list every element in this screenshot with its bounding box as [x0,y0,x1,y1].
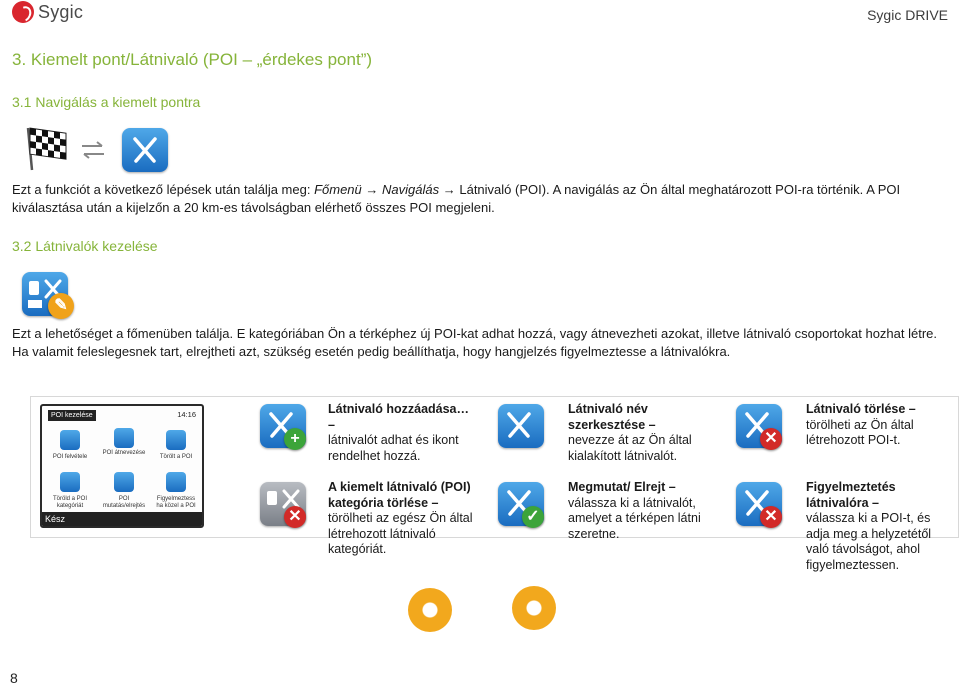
checkered-flag-icon [22,124,72,172]
mini-rename-icon [114,428,134,448]
wrench-icon: ✎ [48,293,74,319]
mini-add-icon [60,430,80,450]
mini-delete-icon [166,430,186,450]
manage-paragraph: Ezt a lehetőséget a főmenüben találja. E kategóriában Ön a térképhez új POI-kat adhat hozzá, vagy átnevezheti azokat, illetve látnivaló csoportokat hozhat létre. Ha valamit feleslegesnek tart, elrejtheti azt, szükség esetén pedig beállíthatja, hogy hangjelzés figyelmeztesse a látnivalókra. [12,326,938,359]
page-number: 8 [10,670,18,686]
navigation-paragraph: Ezt a funkciót a következő lépések után találja meg: Főmenü → Navigálás → Látnivaló (POI). A navigálás az Ön által meghatározott POI-ra történik. A POI kiválasztása után a kijelzőn a 20 km-es távolságban elérhető összes POI megjeleni. [12,182,901,215]
x-icon: ✕ [760,428,782,450]
cell-warn-poi: Figyelmeztetés látnivalóra – válassza ki a POI-t, és adja meg a helyzetétől való távolságot, ahol figyelmeztessen. [806,480,932,572]
cell-delete-category: A kiemelt látnivaló (POI) kategória törlése – törölheti az egész Ön által létrehozott látnivaló kategóriát. [328,480,473,556]
rename-poi-icon [498,404,544,448]
section-title: 3. Kiemelt pont/Látnivaló (POI – „érdekes pont”) [12,50,373,69]
screen-item: Figyelmeztess ha közel a POI [156,496,196,509]
gear-sound-icon [512,586,556,630]
subsection-title-manage: 3.2 Látnivalók kezelése [12,238,158,254]
mini-delete-category-icon [60,472,80,492]
mini-warn-icon [166,472,186,492]
check-icon: ✓ [522,506,544,528]
screen-title: POI kezelése [48,410,96,421]
poi-manage-screen [40,404,204,528]
sygic-logo [12,1,83,23]
cell-delete-poi: Látnivaló törlése – törölheti az Ön által létrehozott POI-t. [806,402,916,447]
screen-item: POI felvétele [52,454,88,460]
screen-item: Töröld a POI kategóriát [52,496,87,509]
swap-arrows-icon [80,140,106,160]
cell-add-poi: Látnivaló hozzáadása… – látnivalót adhat és ikont rendelhet hozzá. [328,402,470,463]
cell-rename-poi: Látnivaló név szerkesztése – nevezze át az Ön által kialakított látnivalót. [568,402,692,463]
brand-name: Sygic DRIVE [867,7,948,23]
logo-text: Sygic [38,1,84,22]
poi-icon [122,128,168,172]
cell-show-hide: Megmutat/ Elrejt – válassza ki a látnivalót, amelyet a térképen látni szeretne. [568,480,701,541]
screen-item: Törölt a POI [159,454,193,460]
sygic-logo-icon [12,1,34,23]
screen-item: POI átnevezése [102,450,146,456]
plus-icon: + [284,428,306,450]
gear-icon [408,588,452,632]
mini-show-hide-icon [114,472,134,492]
x-icon: ✕ [760,506,782,528]
subsection-title-navigation: 3.1 Navigálás a kiemelt pontra [12,94,201,110]
screen-item: POI mutatás/elrejtés [102,496,146,509]
x-icon: ✕ [284,506,306,528]
screen-time: 14:16 [177,410,196,419]
screen-footer: Kész [42,512,202,526]
